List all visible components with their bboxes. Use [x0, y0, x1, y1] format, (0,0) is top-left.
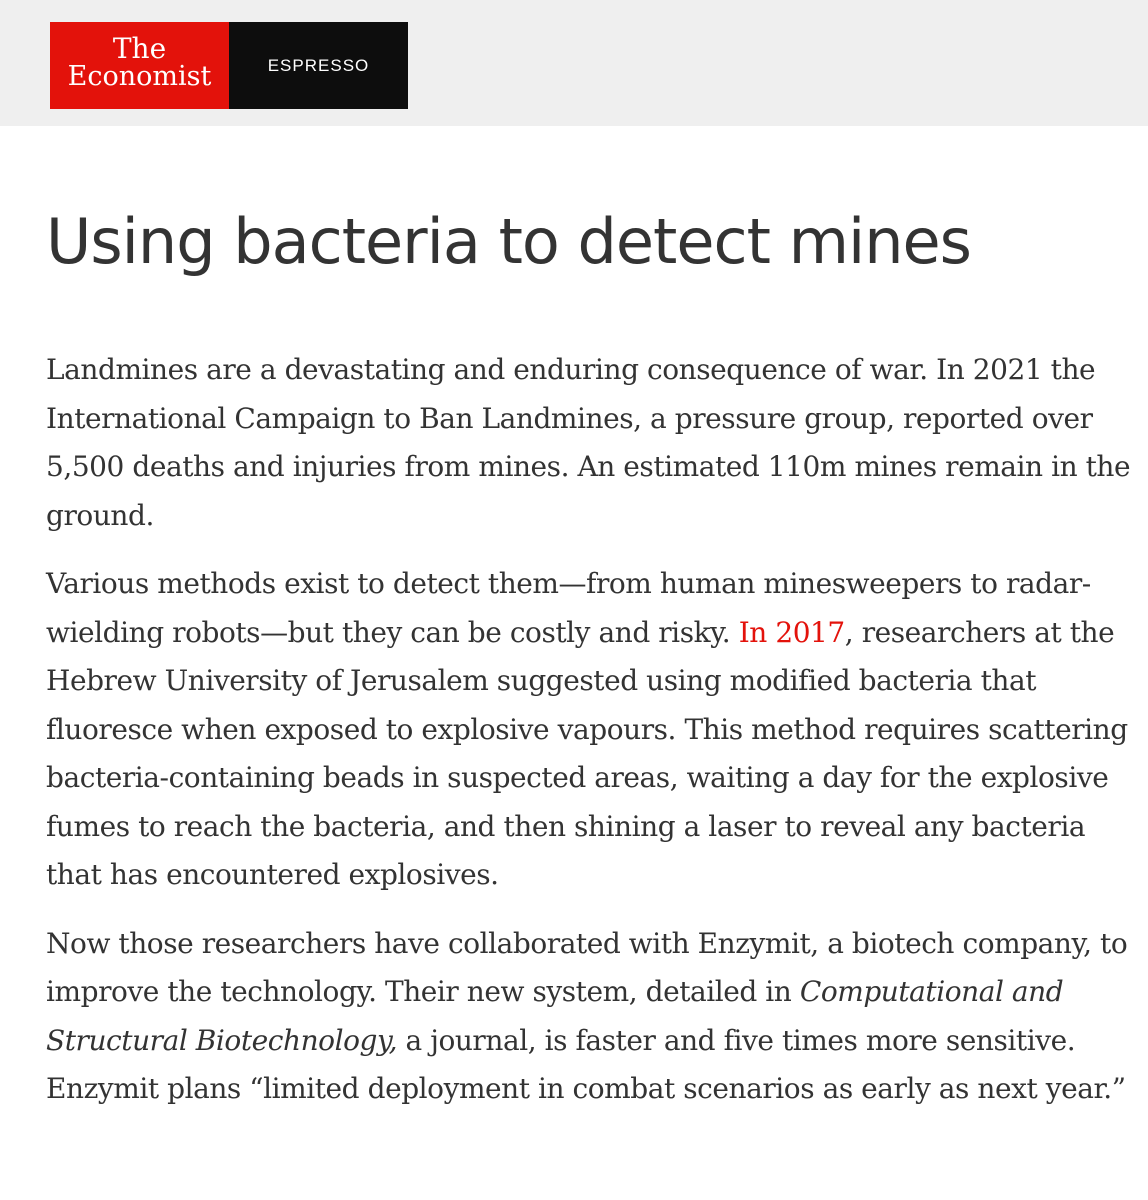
paragraph-2-text-a: Various methods exist to detect them—from human minesweepers to radar-wielding robots—but they can be costly and risky. [46, 567, 1091, 649]
article-title: Using bacteria to detect mines [46, 205, 971, 278]
paragraph-1: Landmines are a devastating and enduring consequence of war. In 2021 the International Campaign to Ban Landmines, a pressure group, reported over 5,500 deaths and injuries from mines. An estimated 110m mines remain in the ground. [46, 353, 1131, 532]
paragraph-2 [46, 560, 1136, 900]
logo-line-economist: Economist [67, 61, 212, 92]
paragraph-3-text-b: a journal, is faster and five times more sensitive. Enzymit plans “limited deployment in combat scenarios as early as next year.” [46, 1023, 1126, 1105]
paragraph-3 [46, 920, 1136, 1114]
section-espresso-link[interactable]: ESPRESSO [229, 22, 408, 109]
paragraph-3-text-a: Now those researchers have collaborated with Enzymit, a biotech company, to improve the technology. Their new system, detailed in [46, 926, 1128, 1008]
economist-logo[interactable] [50, 22, 229, 109]
masthead [0, 0, 1148, 126]
paragraph-2-text-b: , researchers at the Hebrew University of Jerusalem suggested using modified bacteria that fluoresce when exposed to explosive vapours. This method requires scattering bacteria-containing beads in suspected areas, waiting a day for the explosive fumes to reach the bacteria, and then shining a laser to reveal any bacteria that has encountered explosives. [46, 615, 1128, 891]
journal-name: Computational and Structural Biotechnology, [46, 975, 1064, 1057]
logo-line-the: The [112, 32, 167, 65]
article-body [46, 346, 1136, 1134]
in-2017-link[interactable]: In 2017 [738, 615, 845, 649]
